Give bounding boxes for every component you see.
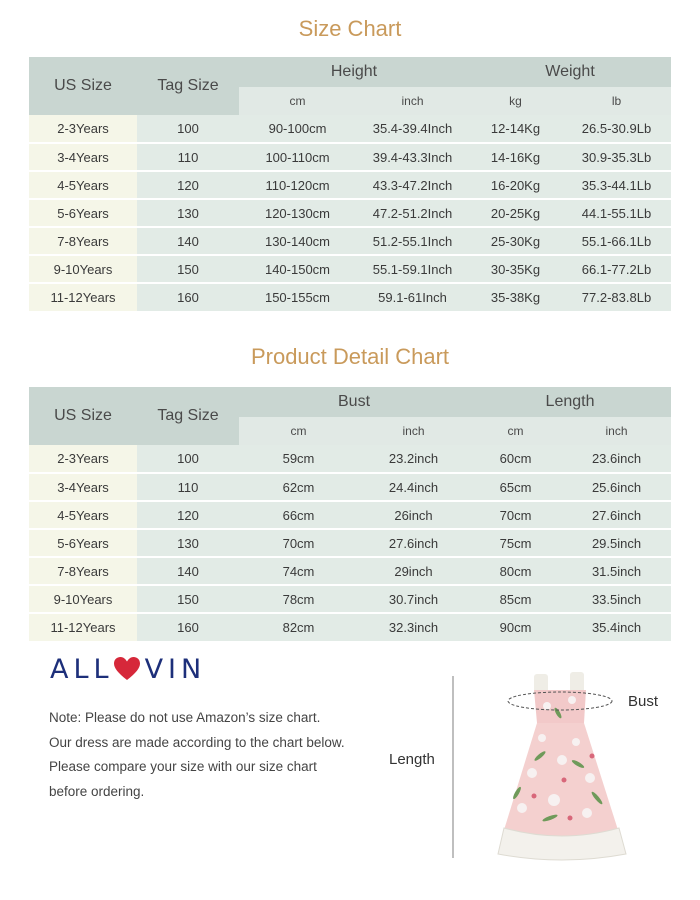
table-row <box>29 501 671 529</box>
us-size-cell: 11-12Years <box>29 613 137 641</box>
product-chart-table <box>29 387 671 641</box>
value-cell: 29.5inch <box>562 529 671 557</box>
value-cell: 26inch <box>358 501 469 529</box>
size-chart-title: Size Chart <box>298 16 402 41</box>
tag-size-cell: 140 <box>137 227 239 255</box>
tag-size-cell: 120 <box>137 171 239 199</box>
us-size-cell: 2-3Years <box>29 115 137 143</box>
us-size-cell: 9-10Years <box>29 585 137 613</box>
value-cell: 110-120cm <box>239 171 356 199</box>
value-cell: 47.2-51.2Inch <box>356 199 469 227</box>
size-chart-table <box>29 57 671 311</box>
tag-size-cell: 150 <box>137 255 239 283</box>
us-size-cell: 5-6Years <box>29 529 137 557</box>
value-cell: 90cm <box>469 613 562 641</box>
subheader-inch: inch <box>356 87 469 115</box>
table-row <box>29 613 671 641</box>
size-note <box>49 706 399 804</box>
header-us-size: US Size <box>29 387 137 445</box>
us-size-cell: 4-5Years <box>29 501 137 529</box>
value-cell: 90-100cm <box>239 115 356 143</box>
value-cell: 16-20Kg <box>469 171 562 199</box>
value-cell: 32.3inch <box>358 613 469 641</box>
value-cell: 35.4-39.4Inch <box>356 115 469 143</box>
value-cell: 29inch <box>358 557 469 585</box>
value-cell: 82cm <box>239 613 358 641</box>
value-cell: 66.1-77.2Lb <box>562 255 671 283</box>
value-cell: 20-25Kg <box>469 199 562 227</box>
brand-logo-right: VIN <box>144 653 207 685</box>
table-row <box>29 473 671 501</box>
table-row <box>29 283 671 311</box>
note-line: Note: Please do not use Amazon’s size chart. <box>49 710 321 725</box>
product-chart-title: Product Detail Chart <box>250 344 450 369</box>
value-cell: 66cm <box>239 501 358 529</box>
value-cell: 62cm <box>239 473 358 501</box>
value-cell: 12-14Kg <box>469 115 562 143</box>
value-cell: 30.7inch <box>358 585 469 613</box>
value-cell: 59cm <box>239 445 358 473</box>
size-chart-body <box>29 115 671 311</box>
header-bust: Bust <box>239 387 469 417</box>
header-length: Length <box>469 387 671 417</box>
header-us-size: US Size <box>29 57 137 115</box>
value-cell: 14-16Kg <box>469 143 562 171</box>
value-cell: 31.5inch <box>562 557 671 585</box>
note-line: before ordering. <box>49 783 145 799</box>
value-cell: 60cm <box>469 445 562 473</box>
value-cell: 70cm <box>469 501 562 529</box>
value-cell: 43.3-47.2Inch <box>356 171 469 199</box>
table-row <box>29 143 671 171</box>
us-size-cell: 3-4Years <box>29 143 137 171</box>
table-row <box>29 115 671 143</box>
tag-size-cell: 120 <box>137 501 239 529</box>
value-cell: 130-140cm <box>239 227 356 255</box>
tag-size-cell: 100 <box>137 115 239 143</box>
tag-size-cell: 140 <box>137 557 239 585</box>
value-cell: 25-30Kg <box>469 227 562 255</box>
value-cell: 59.1-61Inch <box>356 283 469 311</box>
value-cell: 55.1-59.1Inch <box>356 255 469 283</box>
value-cell: 120-130cm <box>239 199 356 227</box>
note-line: Please compare your size with our size chart <box>49 759 317 774</box>
value-cell: 35.4inch <box>562 613 671 641</box>
value-cell: 23.2inch <box>358 445 469 473</box>
tag-size-cell: 130 <box>137 529 239 557</box>
value-cell: 23.6inch <box>562 445 671 473</box>
subheader-cm: cm <box>239 417 358 445</box>
value-cell: 85cm <box>469 585 562 613</box>
heart-icon <box>113 656 141 682</box>
value-cell: 77.2-83.8Lb <box>562 283 671 311</box>
table-row <box>29 529 671 557</box>
us-size-cell: 5-6Years <box>29 199 137 227</box>
table-row <box>29 445 671 473</box>
brand-logo <box>50 652 206 686</box>
product-chart-body <box>29 445 671 641</box>
value-cell: 30.9-35.3Lb <box>562 143 671 171</box>
subheader-lb: lb <box>562 87 671 115</box>
value-cell: 39.4-43.3Inch <box>356 143 469 171</box>
tag-size-cell: 150 <box>137 585 239 613</box>
header-tag-size: Tag Size <box>137 57 239 115</box>
value-cell: 26.5-30.9Lb <box>562 115 671 143</box>
subheader-inch: inch <box>358 417 469 445</box>
value-cell: 35-38Kg <box>469 283 562 311</box>
value-cell: 27.6inch <box>562 501 671 529</box>
us-size-cell: 4-5Years <box>29 171 137 199</box>
length-line <box>452 676 454 858</box>
header-weight: Weight <box>469 57 671 87</box>
table-row <box>29 171 671 199</box>
value-cell: 80cm <box>469 557 562 585</box>
value-cell: 27.6inch <box>358 529 469 557</box>
value-cell: 70cm <box>239 529 358 557</box>
table-row <box>29 557 671 585</box>
bust-label: Bust <box>628 693 659 710</box>
value-cell: 74cm <box>239 557 358 585</box>
table-row <box>29 585 671 613</box>
subheader-cm: cm <box>239 87 356 115</box>
tag-size-cell: 160 <box>137 283 239 311</box>
value-cell: 140-150cm <box>239 255 356 283</box>
note-line: Our dress are made according to the chart below. <box>49 734 345 750</box>
tag-size-cell: 110 <box>137 143 239 171</box>
value-cell: 150-155cm <box>239 283 356 311</box>
table-row <box>29 255 671 283</box>
value-cell: 65cm <box>469 473 562 501</box>
value-cell: 78cm <box>239 585 358 613</box>
subheader-kg: kg <box>469 87 562 115</box>
us-size-cell: 9-10Years <box>29 255 137 283</box>
table-row <box>29 199 671 227</box>
us-size-cell: 2-3Years <box>29 445 137 473</box>
value-cell: 100-110cm <box>239 143 356 171</box>
value-cell: 35.3-44.1Lb <box>562 171 671 199</box>
value-cell: 51.2-55.1Inch <box>356 227 469 255</box>
us-size-cell: 7-8Years <box>29 227 137 255</box>
us-size-cell: 11-12Years <box>29 283 137 311</box>
value-cell: 33.5inch <box>562 585 671 613</box>
value-cell: 24.4inch <box>358 473 469 501</box>
value-cell: 25.6inch <box>562 473 671 501</box>
us-size-cell: 3-4Years <box>29 473 137 501</box>
tag-size-cell: 110 <box>137 473 239 501</box>
dress-image <box>492 668 632 868</box>
header-tag-size: Tag Size <box>137 387 239 445</box>
header-height: Height <box>239 57 469 87</box>
tag-size-cell: 160 <box>137 613 239 641</box>
brand-logo-left: ALL <box>50 653 114 685</box>
tag-size-cell: 130 <box>137 199 239 227</box>
length-label: Length <box>389 751 435 768</box>
subheader-cm: cm <box>469 417 562 445</box>
table-row <box>29 227 671 255</box>
value-cell: 55.1-66.1Lb <box>562 227 671 255</box>
value-cell: 44.1-55.1Lb <box>562 199 671 227</box>
subheader-inch: inch <box>562 417 671 445</box>
us-size-cell: 7-8Years <box>29 557 137 585</box>
value-cell: 75cm <box>469 529 562 557</box>
value-cell: 30-35Kg <box>469 255 562 283</box>
tag-size-cell: 100 <box>137 445 239 473</box>
